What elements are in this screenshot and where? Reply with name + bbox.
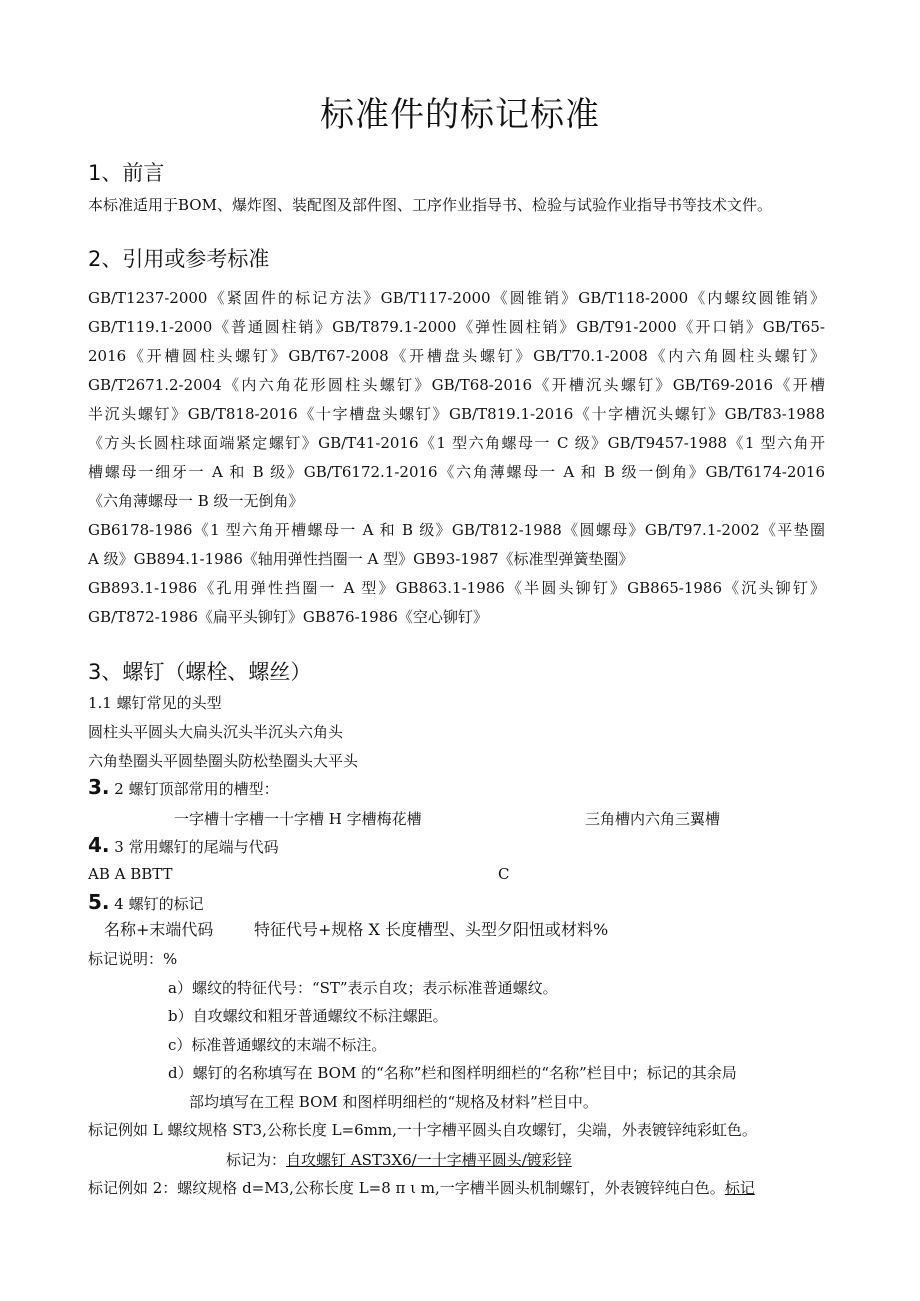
head-types-line-2: 六角垫圈头平圆垫圈头防松垫圈头大平头 xyxy=(88,752,359,770)
slot-types-right: 三角槽内六角三翼槽 xyxy=(585,810,721,828)
subsection-slot-types: 3. 2 螺钉顶部常用的槽型： xyxy=(88,775,279,799)
list-number: 5. xyxy=(88,890,110,914)
example-1-marking xyxy=(226,1149,572,1171)
head-types-line-1: 圆柱头平圆头大扁头沉头半沉头六角头 xyxy=(88,723,344,741)
marking-note-d-cont: 部均填写在工程 BOM 和图样明细栏的“规格及材料”栏目中。 xyxy=(189,1093,598,1111)
reference-line: GB893.1-1986《孔用弹性挡圈一 A 型》GB863.1-1986《半圆头铆钉》GB865-1986《沉头铆钉》 xyxy=(88,579,825,597)
marking-note-b: b）自攻螺纹和粗牙普通螺纹不标注螺距。 xyxy=(168,1007,448,1025)
reference-line: 《六角薄螺母一 B 级一无倒角》 xyxy=(88,492,304,510)
reference-line: GB/T119.1-2000《普通圆柱销》GB/T879.1-2000《弹性圆柱销》GB/T91-2000《开口销》GB/T65- xyxy=(88,318,825,336)
marking-format-a: 名称+末端代码 xyxy=(104,920,214,939)
tail-codes-right: C xyxy=(498,865,510,883)
slot-types-left: 一字槽十字槽一十字槽 H 字槽梅花槽 xyxy=(174,810,422,828)
example-2-tail: 标记 xyxy=(724,1179,755,1197)
marking-format-b: 特征代号+规格 X 长度槽型、头型夕阳忸或材料% xyxy=(254,920,609,939)
example-2: 标记例如 2：螺纹规格 d=M3,公称长度 L=8 π ι m,一字槽半圆头机制螺钉，外表镀锌纯白色。标记 xyxy=(88,1179,755,1197)
example-1-mark: 自攻螺钉 AST3X6/一十字槽平圆头/镀彩锌 xyxy=(286,1151,572,1169)
list-number: 4. xyxy=(88,833,110,857)
reference-line: 半沉头螺钉》GB/T818-2016《十字槽盘头螺钉》GB/T819.1-2016《十字槽沉头螺钉》GB/T83-1988 xyxy=(88,405,825,423)
marking-note-a: a）螺纹的特征代号：“ST”表示自攻；表示标准普通螺纹。 xyxy=(168,979,558,997)
example-1-label: 标记为： xyxy=(226,1151,287,1169)
section-3-heading: 3、螺钉（螺栓、螺丝） xyxy=(88,660,312,684)
document-title: 标准件的标记标准 xyxy=(320,95,600,135)
marking-notes-label: 标记说明：% xyxy=(88,950,178,968)
reference-line: GB/T1237-2000《紧固件的标记方法》GB/T117-2000《圆锥销》GB/T118-2000《内螺纹圆锥销》 xyxy=(88,289,825,307)
list-number: 3. xyxy=(88,775,110,799)
subsection-tail-codes: 4. 3 常用螺钉的尾端与代码 xyxy=(88,833,279,857)
reference-line: GB/T872-1986《扁平头铆钉》GB876-1986《空心铆钉》 xyxy=(88,608,488,626)
subsection-screw-marking: 5. 4 螺钉的标记 xyxy=(88,890,204,914)
reference-line: GB/T2671.2-2004《内六角花形圆柱头螺钉》GB/T68-2016《开槽沉头螺钉》GB/T69-2016《开槽 xyxy=(88,376,825,394)
section-2-heading: 2、引用或参考标准 xyxy=(88,247,270,271)
reference-line: 槽螺母一细牙一 A 和 B 级》GB/T6172.1-2016《六角薄螺母一 A 和 B 级一倒角》GB/T6174-2016 xyxy=(88,463,825,481)
section-1-heading: 1、前言 xyxy=(88,161,165,185)
reference-line: 2016《开槽圆柱头螺钉》GB/T67-2008《开槽盘头螺钉》GB/T70.1-2008《内六角圆柱头螺钉》 xyxy=(88,347,825,365)
marking-note-c: c）标准普通螺纹的末端不标注。 xyxy=(168,1036,387,1054)
example-1: 标记例如 L 螺纹规格 ST3,公称长度 L=6mm,一十字槽平圆头自攻螺钉，尖端，外表镀锌纯彩虹色。 xyxy=(88,1121,757,1139)
subsection-1-1: 1.1 螺钉常见的头型 xyxy=(88,694,222,712)
section-1-body: 本标准适用于BOM、爆炸图、装配图及部件图、工序作业指导书、检验与试验作业指导书等技术文件。 xyxy=(88,196,772,214)
tail-codes-left: AB A BBTT xyxy=(88,865,173,883)
reference-line: 《方头长圆柱球面端紧定螺钉》GB/T41-2016《1 型六角螺母一 C 级》GB/T9457-1988《1 型六角开 xyxy=(88,434,825,452)
reference-line: A 级》GB894.1-1986《轴用弹性挡圈一 A 型》GB93-1987《标准型弹簧垫圈》 xyxy=(88,550,634,568)
marking-note-d: d）螺钉的名称填写在 BOM 的“名称”栏和图样明细栏的“名称”栏目中；标记的其余局 xyxy=(168,1064,737,1082)
reference-line: GB6178-1986《1 型六角开槽螺母一 A 和 B 级》GB/T812-1988《圆螺母》GB/T97.1-2002《平垫圈 xyxy=(88,521,825,539)
